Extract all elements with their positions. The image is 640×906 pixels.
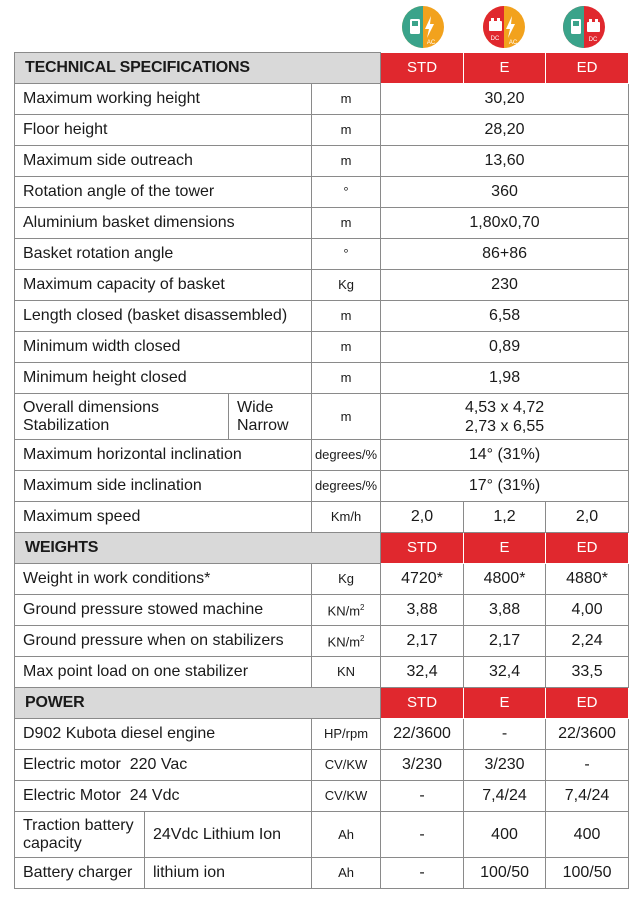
table-row <box>15 719 629 750</box>
row-unit: m <box>312 301 381 332</box>
section-title: POWER <box>15 688 381 719</box>
spec-table <box>14 52 629 889</box>
row-label-line: Overall dimensions <box>23 398 160 416</box>
value-e: - <box>464 719 546 750</box>
tech-section-header <box>15 53 629 84</box>
row-value: 28,20 <box>381 115 629 146</box>
row-unit: m <box>312 332 381 363</box>
row-label: Rotation angle of the tower <box>15 177 312 208</box>
row-label: Minimum width closed <box>15 332 312 363</box>
table-row-traction-battery <box>15 812 629 858</box>
row-label: Electric motor 220 Vac <box>15 750 312 781</box>
value-std: 3,88 <box>381 595 464 626</box>
col-header-e: E <box>464 533 546 564</box>
row-label: Battery charger <box>15 858 145 889</box>
value-wide: 4,53 x 4,72 <box>464 398 545 416</box>
row-unit <box>312 595 381 626</box>
row-sublabel: lithium ion <box>145 858 312 889</box>
table-row <box>15 115 629 146</box>
row-unit: Ah <box>312 812 381 858</box>
row-sublabel: 24Vdc Lithium Ion <box>145 812 312 858</box>
value-e: 4800* <box>464 564 546 595</box>
row-label: D902 Kubota diesel engine <box>15 719 312 750</box>
row-value: 14° (31%) <box>381 440 629 471</box>
col-header-std: STD <box>381 533 464 564</box>
value-e: 1,2 <box>464 502 546 533</box>
row-unit: Km/h <box>312 502 381 533</box>
row-label: Floor height <box>15 115 312 146</box>
value-e: 32,4 <box>464 657 546 688</box>
row-label-line: Traction battery <box>23 816 134 834</box>
row-label: Maximum capacity of basket <box>15 270 312 301</box>
row-value: 30,20 <box>381 84 629 115</box>
value-ed: 2,0 <box>546 502 629 533</box>
value-ed: 100/50 <box>546 858 629 889</box>
value-ed: 22/3600 <box>546 719 629 750</box>
row-label-line: capacity <box>23 834 82 852</box>
row-unit: ° <box>312 177 381 208</box>
row-label-line: Stabilization <box>23 416 110 434</box>
row-value: 1,98 <box>381 363 629 394</box>
row-unit: KN <box>312 657 381 688</box>
row-label <box>15 394 229 440</box>
value-std: 32,4 <box>381 657 464 688</box>
row-unit <box>312 626 381 657</box>
value-std: - <box>381 858 464 889</box>
table-row <box>15 301 629 332</box>
row-label: Aluminium basket dimensions <box>15 208 312 239</box>
svg-text:AC: AC <box>508 40 518 46</box>
table-row <box>15 657 629 688</box>
table-row-overall-dimensions <box>15 394 629 440</box>
col-header-ed: ED <box>546 688 629 719</box>
col-header-e: E <box>464 688 546 719</box>
row-value <box>381 394 629 440</box>
value-narrow: 2,73 x 6,55 <box>464 417 545 435</box>
value-ed: 4880* <box>546 564 629 595</box>
svg-text:DC: DC <box>490 36 500 42</box>
table-row <box>15 177 629 208</box>
row-unit: ° <box>312 239 381 270</box>
table-row <box>15 564 629 595</box>
value-std: - <box>381 781 464 812</box>
diesel-ac-icon <box>401 5 445 49</box>
row-label <box>15 812 145 858</box>
table-row <box>15 626 629 657</box>
table-row <box>15 781 629 812</box>
row-label: Ground pressure when on stabilizers <box>15 626 312 657</box>
row-unit: Kg <box>312 270 381 301</box>
value-std: - <box>381 812 464 858</box>
row-unit: m <box>312 208 381 239</box>
value-e: 400 <box>464 812 546 858</box>
row-label: Maximum speed <box>15 502 312 533</box>
row-label: Minimum height closed <box>15 363 312 394</box>
col-header-std: STD <box>381 53 464 84</box>
row-value: 360 <box>381 177 629 208</box>
row-unit: CV/KW <box>312 781 381 812</box>
row-label: Length closed (basket disassembled) <box>15 301 312 332</box>
table-row <box>15 440 629 471</box>
value-e: 3,88 <box>464 595 546 626</box>
row-unit: CV/KW <box>312 750 381 781</box>
value-ed: - <box>546 750 629 781</box>
row-label: Maximum side inclination <box>15 471 312 502</box>
row-label: Maximum working height <box>15 84 312 115</box>
svg-text:AC: AC <box>426 40 436 46</box>
row-value: 13,60 <box>381 146 629 177</box>
row-value: 6,58 <box>381 301 629 332</box>
row-sublabel <box>229 394 312 440</box>
value-std: 22/3600 <box>381 719 464 750</box>
value-ed: 2,24 <box>546 626 629 657</box>
value-std: 3/230 <box>381 750 464 781</box>
value-e: 3/230 <box>464 750 546 781</box>
table-row <box>15 502 629 533</box>
row-label: Maximum horizontal inclination <box>15 440 312 471</box>
table-row <box>15 471 629 502</box>
table-row <box>15 332 629 363</box>
row-unit: m <box>312 363 381 394</box>
power-source-icons <box>0 0 640 52</box>
row-label: Ground pressure stowed machine <box>15 595 312 626</box>
table-row <box>15 239 629 270</box>
sublabel-narrow: Narrow <box>237 416 289 434</box>
row-unit: Ah <box>312 858 381 889</box>
section-title: TECHNICAL SPECIFICATIONS <box>15 53 381 84</box>
value-ed: 400 <box>546 812 629 858</box>
row-value: 1,80x0,70 <box>381 208 629 239</box>
table-row <box>15 595 629 626</box>
row-unit: degrees/% <box>312 440 381 471</box>
col-header-ed: ED <box>546 53 629 84</box>
unit-text: KN/m <box>327 603 361 619</box>
weights-section-header <box>15 533 629 564</box>
value-e: 100/50 <box>464 858 546 889</box>
unit-exponent: 2 <box>360 603 365 613</box>
row-unit: degrees/% <box>312 471 381 502</box>
table-row <box>15 208 629 239</box>
col-header-ed: ED <box>546 533 629 564</box>
row-label: Basket rotation angle <box>15 239 312 270</box>
row-value: 230 <box>381 270 629 301</box>
row-label: Weight in work conditions* <box>15 564 312 595</box>
table-row <box>15 750 629 781</box>
row-unit: m <box>312 394 381 440</box>
row-label: Max point load on one stabilizer <box>15 657 312 688</box>
value-ed: 33,5 <box>546 657 629 688</box>
table-row <box>15 146 629 177</box>
col-header-e: E <box>464 53 546 84</box>
row-unit: m <box>312 115 381 146</box>
svg-text:DC: DC <box>588 37 598 43</box>
row-unit: Kg <box>312 564 381 595</box>
unit-text: KN/m <box>327 634 361 650</box>
value-e: 2,17 <box>464 626 546 657</box>
row-value: 0,89 <box>381 332 629 363</box>
table-row <box>15 363 629 394</box>
value-std: 2,0 <box>381 502 464 533</box>
table-row-battery-charger <box>15 858 629 889</box>
row-label: Electric Motor 24 Vdc <box>15 781 312 812</box>
value-ed: 4,00 <box>546 595 629 626</box>
value-e: 7,4/24 <box>464 781 546 812</box>
power-section-header <box>15 688 629 719</box>
section-title: WEIGHTS <box>15 533 381 564</box>
row-label: Maximum side outreach <box>15 146 312 177</box>
dc-ac-icon <box>482 5 526 49</box>
row-unit: m <box>312 84 381 115</box>
value-std: 2,17 <box>381 626 464 657</box>
value-std: 4720* <box>381 564 464 595</box>
col-header-std: STD <box>381 688 464 719</box>
table-row <box>15 270 629 301</box>
row-value: 86+86 <box>381 239 629 270</box>
row-unit: m <box>312 146 381 177</box>
sublabel-wide: Wide <box>237 398 274 416</box>
row-unit: HP/rpm <box>312 719 381 750</box>
table-row <box>15 84 629 115</box>
diesel-dc-icon <box>562 5 606 49</box>
row-value: 17° (31%) <box>381 471 629 502</box>
value-ed: 7,4/24 <box>546 781 629 812</box>
unit-exponent: 2 <box>360 634 365 644</box>
